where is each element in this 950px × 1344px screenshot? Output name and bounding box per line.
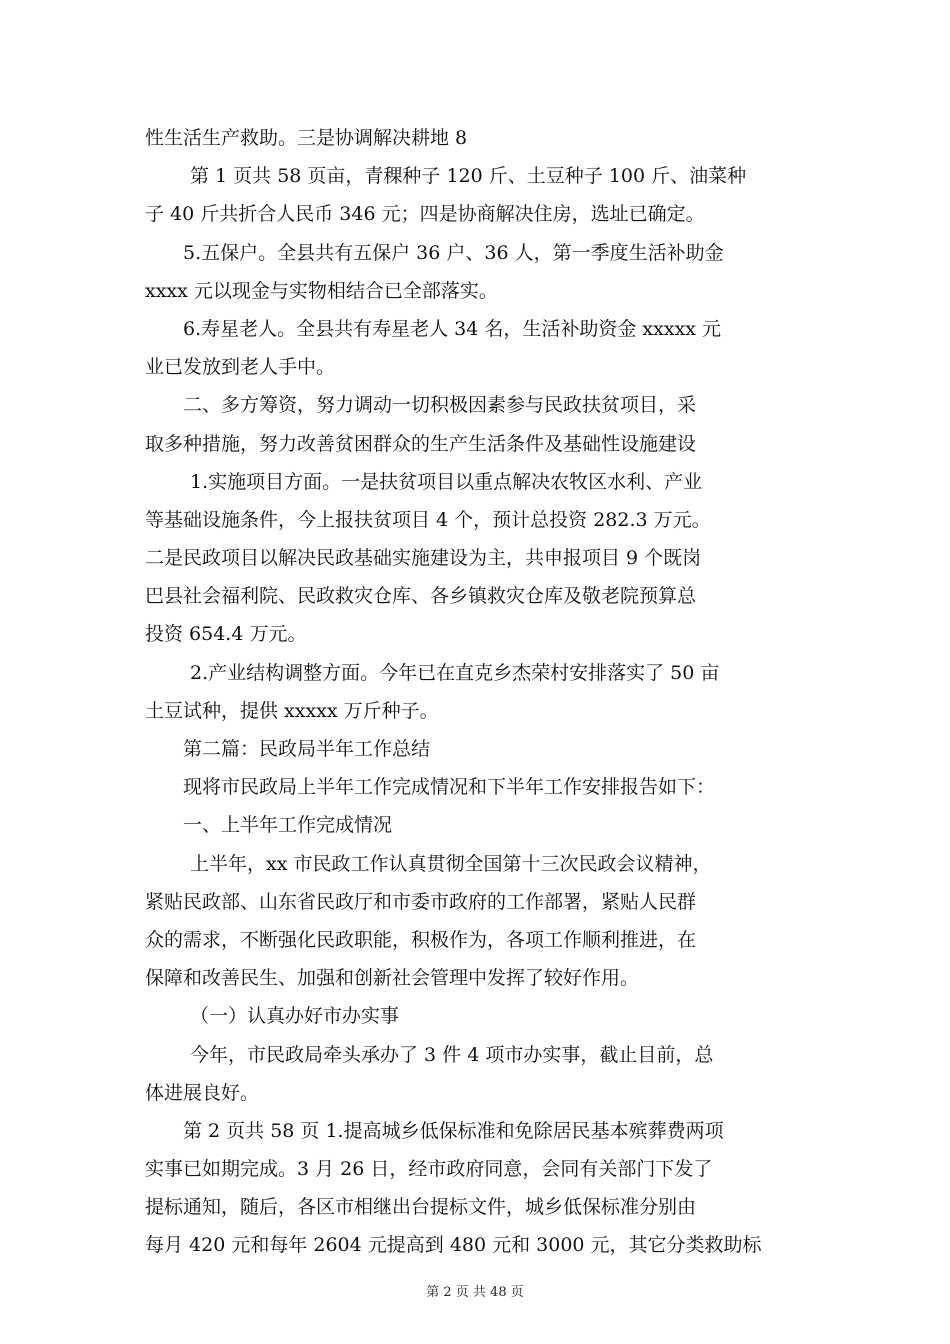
text-line: 5.五保户。全县共有五保户 36 户、36 人，第一季度生活补助金: [183, 241, 724, 264]
text-line: 2.产业结构调整方面。今年已在直克乡杰荣村安排落实了 50 亩: [190, 661, 720, 684]
text-line: 第 1 页共 58 页亩，青稞种子 120 斤、土豆种子 100 斤、油菜种: [190, 165, 747, 188]
text-line: 二、多方筹资，努力调动一切积极因素参与民政扶贫项目，采: [183, 394, 697, 417]
text-line: 等基础设施条件，今上报扶贫项目 4 个，预计总投资 282.3 万元。: [145, 508, 711, 531]
text-line: 第 2 页共 58 页 1.提高城乡低保标准和免除居民基本殡葬费两项: [183, 1119, 724, 1142]
text-line: 6.寿星老人。全县共有寿星老人 34 名，生活补助资金 xxxxx 元: [183, 317, 722, 340]
page-footer: [0, 1281, 950, 1300]
section-heading: （一）认真办好市办实事: [190, 1005, 400, 1028]
text-line: 巴县社会福利院、民政救灾仓库、各乡镇救灾仓库及敬老院预算总: [145, 585, 697, 608]
text-line: 土豆试种，提供 xxxxx 万斤种子。: [145, 699, 439, 722]
text-line: 性生活生产救助。三是协调解决耕地 8: [145, 127, 468, 149]
text-line: 体进展良好。: [145, 1081, 260, 1104]
text-line: 二是民政项目以解决民政基础实施建设为主，共申报项目 9 个既岗: [145, 547, 702, 570]
text-line: 子 40 斤共折合人民币 346 元；四是协商解决住房，选址已确定。: [145, 203, 705, 226]
text-line: 众的需求，不断强化民政职能，积极作为，各项工作顺利推进，在: [145, 928, 697, 951]
text-line: 取多种措施，努力改善贫困群众的生产生活条件及基础性设施建设: [145, 432, 697, 455]
text-line: 现将市民政局上半年工作完成情况和下半年工作安排报告如下：: [183, 776, 716, 799]
section-heading: 第二篇：民政局半年工作总结: [183, 738, 431, 760]
text-line: 上半年，xx 市民政工作认真贯彻全国第十三次民政会议精神，: [190, 852, 712, 875]
text-line: 提标通知，随后，各区市相继出台提标文件，城乡低保标准分别由: [145, 1196, 697, 1219]
text-line: 每月 420 元和每年 2604 元提高到 480 元和 3000 元，其它分类救助标: [145, 1234, 762, 1257]
text-line: 业已发放到老人手中。: [145, 356, 336, 379]
text-line: 紧贴民政部、山东省民政厅和市委市政府的工作部署，紧贴人民群: [145, 890, 697, 913]
text-line: 投资 654.4 万元。: [145, 623, 307, 646]
text-line: 保障和改善民生、加强和创新社会管理中发挥了较好作用。: [145, 967, 640, 990]
section-heading: 一、上半年工作完成情况: [183, 814, 393, 837]
text-line: 实事已如期完成。3 月 26 日，经市政府同意，会同有关部门下发了: [145, 1158, 713, 1181]
text-line: 1.实施项目方面。一是扶贫项目以重点解决农牧区水利、产业: [190, 470, 703, 493]
text-line: xxxx 元以现金与实物相结合已全部落实。: [145, 279, 498, 302]
text-line: 今年，市民政局牵头承办了 3 件 4 项市办实事，截止目前，总: [190, 1043, 714, 1066]
page-number: 第 2 页 共 48 页: [426, 1285, 524, 1300]
document-body: [145, 119, 810, 1265]
